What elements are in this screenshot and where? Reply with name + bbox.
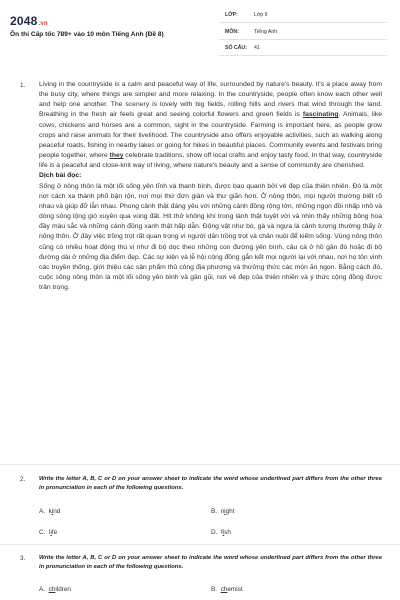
underlined-word: fascinating	[302, 111, 339, 119]
question-number: 3.	[20, 555, 26, 562]
option-a[interactable]: A. kind	[39, 508, 61, 515]
translation-title: Dịch bài đọc:	[39, 172, 82, 180]
meta-row-subject: MÔN: Tiếng Anh	[219, 25, 387, 40]
divider	[0, 464, 400, 465]
meta-row-question-count: SỐ CÂU: 41	[219, 41, 387, 56]
option-d[interactable]: D. fish	[211, 529, 231, 536]
passage-translation: Sống ở nông thôn là một lối sống yên tĩnh và thanh bình, được bao quanh bởi vẻ đẹp của thiên nhiên. Đó là một nơi cách xa thành phố bận rộn, nơi mọi thứ đơn giản và thư giãn hơn. Ở nông thôn, mọi người thường biết rõ nhau và giúp đỡ lẫn nhau. Phong cảnh thật đáng yêu với những cánh đồng rộng lớn, những ngọn đồi nhấp nhô và dòng sông lộng gió xuyên qua vùng đất. Hít thở không khí trong lành thật tuyệt vời và nhìn thấy những bông hoa đầy màu sắc và những cánh đồng xanh thật hấp dẫn. Động vật như bò, gà và ngựa là cảnh tượng thường thấy ở nông thôn. Ở đây việc trồng trọt rất quan trọng vì người dân trồng trọt và chăn nuôi để kiếm sống. Vùng nông thôn cũng có nhiều hoạt động thú vị như đi bộ dọc theo những con đường yên bình, câu cá ở hồ gần đó hoặc đi bộ đường dài ở những địa điểm đẹp. Các sự kiện và lễ hội cộng đồng gắn kết mọi người lại với nhau, nơi họ tôn vinh các truyền thống, giới thiệu các sản phẩm thủ công địa phương và thưởng thức các món ăn ngon. Bằng cách đó, cuộc sống nông thôn là một lối sống yên bình và gần gũi, nơi vẻ đẹp của thiên nhiên và ý thức cộng đồng được trân trọng.	[39, 182, 382, 292]
option-b[interactable]: B. night	[211, 508, 235, 515]
option-a[interactable]: A. children	[39, 586, 71, 593]
question-number: 1.	[20, 82, 26, 89]
exam-title: Ôn thi Cấp tốc 789+ vào 10 môn Tiếng Anh (Đề 8)	[10, 31, 164, 38]
meta-row-class: LỚP: Lớp 9	[219, 8, 387, 23]
option-b[interactable]: B. chemist	[211, 586, 243, 593]
passage-english: Living in the countryside is a calm and peaceful way of life, surrounded by nature's beauty. It's a place away from the busy city, where things are simpler and more relaxing. In the countryside, people often know each other well and help one another. The scenery is lovely with big fields, rolling hills and rivers that wind through the land. Breathing in the fresh air feels great and seeing colorful flowers and green fields is fascinating. Animals, like cows, chickens and horses are a common, sight in the countryside. Farming is important here, as people grow crops and raise animals for their livelihood. The countryside also offers enjoyable activities, such as walking along peaceful roads, fishing in nearby lakes or going for hikes in beautiful places. Community events and festivals bring people together, where they celebrate traditions, show off local crafts and enjoy tasty food. In that way, countryside life is a peaceful and close-knit way of living, where nature's beauty and a sense of community are cherished.	[39, 81, 383, 170]
question-instruction: Write the letter A, B, C or D on your answer sheet to indicate the word whose underlined part differs from the other three in pronunciation in each of the following questions.	[39, 476, 382, 491]
question-instruction: Write the letter A, B, C or D on your answer sheet to indicate the word whose underlined part differs from the other three in pronunciation in each of the following questions.	[39, 555, 382, 570]
divider	[0, 544, 400, 545]
logo: 2048.vn	[10, 14, 48, 28]
question-number: 2.	[20, 476, 26, 483]
page-header	[0, 0, 400, 62]
reading-passage	[39, 80, 382, 293]
exam-content	[0, 70, 400, 600]
underlined-word: they	[109, 152, 124, 160]
option-c[interactable]: C. life	[39, 529, 58, 536]
